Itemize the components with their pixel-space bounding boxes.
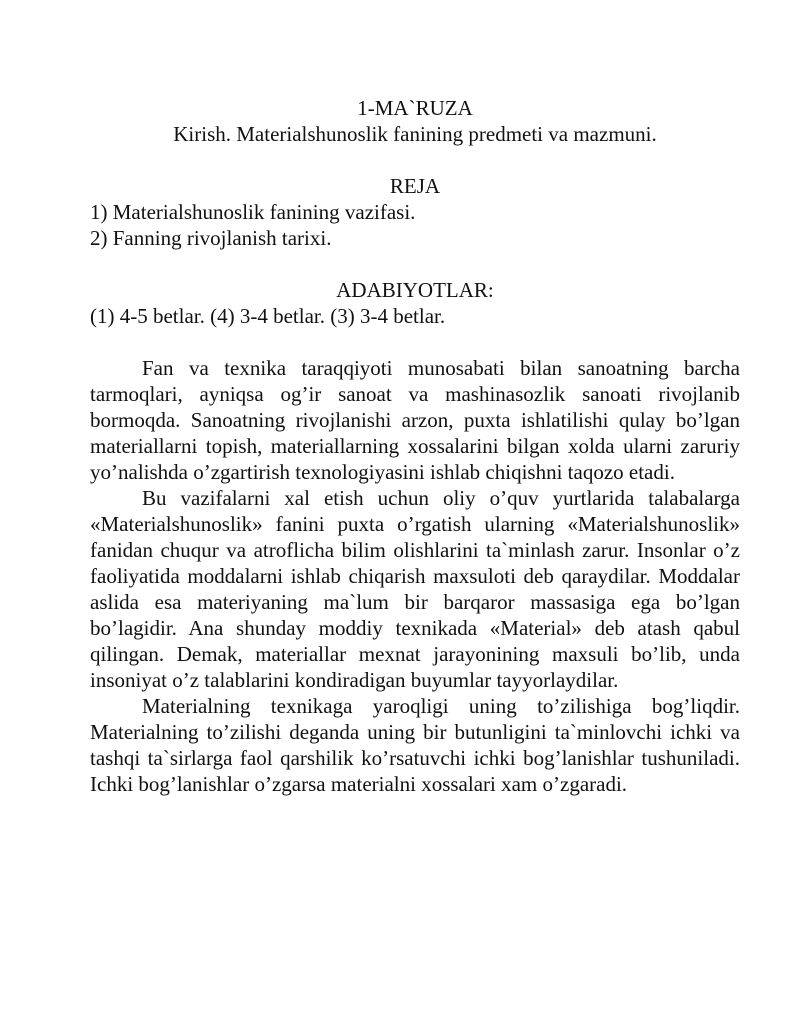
plan-heading: REJA [389,174,441,198]
lecture-number: 1-MA`RUZA [357,96,473,120]
plan-item: 1) Materialshunoslik fanining vazifasi. [90,200,416,224]
paragraph: Fan va texnika taraqqiyoti munosabati bilan sanoatning barcha tarmoqlari, ayniqsa og’ir sanoat va mashinasozlik sanoati rivojlanib bormoqda. Sanoatning rivojlanishi arzon, puxta ishlatilishi qulay bo’lgan materiallarni topish, materiallarning xossalarini bilgan xolda ularni zaruriy yo’nalishda o’zgartirish texnologiyasini ishlab chiqishni taqozo etadi. [90,356,740,484]
paragraph: Materialning texnikaga yaroqligi uning to’zilishiga bog’liqdir. Materialning to’zilishi deganda uning bir butunligini ta`minlovchi ichki va tashqi ta`sirlarga faol qarshilik ko’rsatuvchi ichki bog’lanishlar tushuniladi. Ichki bog’lanishlar o’zgarsa materialni xossalari xam o’zgaradi. [90,694,740,796]
spacer [90,251,740,277]
references-text: (1) 4-5 betlar. (4) 3-4 betlar. (3) 3-4 betlar. [90,304,446,328]
paragraph: Bu vazifalarni xal etish uchun oliy o’quv yurtlarida talabalarga «Materialshunoslik» fanini puxta o’rgatish ularning «Materialshunoslik» fanidan chuqur va atroflicha bilim olishlarini ta`minlash zarur. Insonlar o’z faoliyatida moddalarni ishlab chiqarish maxsuloti deb qaraydilar. Moddalar aslida esa materiyaning ma`lum bir barqaror massasiga ega bo’lgan bo’lagidir. Ana shunday moddiy texnikada «Material» deb atash qabul qilingan. Demak, materiallar mexnat jarayonining maxsuli bo’lib, unda insoniyat o’z talablarini kondiradigan buyumlar tayyorlaydilar. [90,486,740,692]
spacer [90,329,740,355]
spacer [90,147,740,173]
references-heading: ADABIYOTLAR: [336,278,494,302]
plan-item: 2) Fanning rivojlanish tarixi. [90,226,332,250]
document-content [90,95,740,797]
lecture-title: Kirish. Materialshunoslik fanining predmeti va mazmuni. [173,122,657,146]
